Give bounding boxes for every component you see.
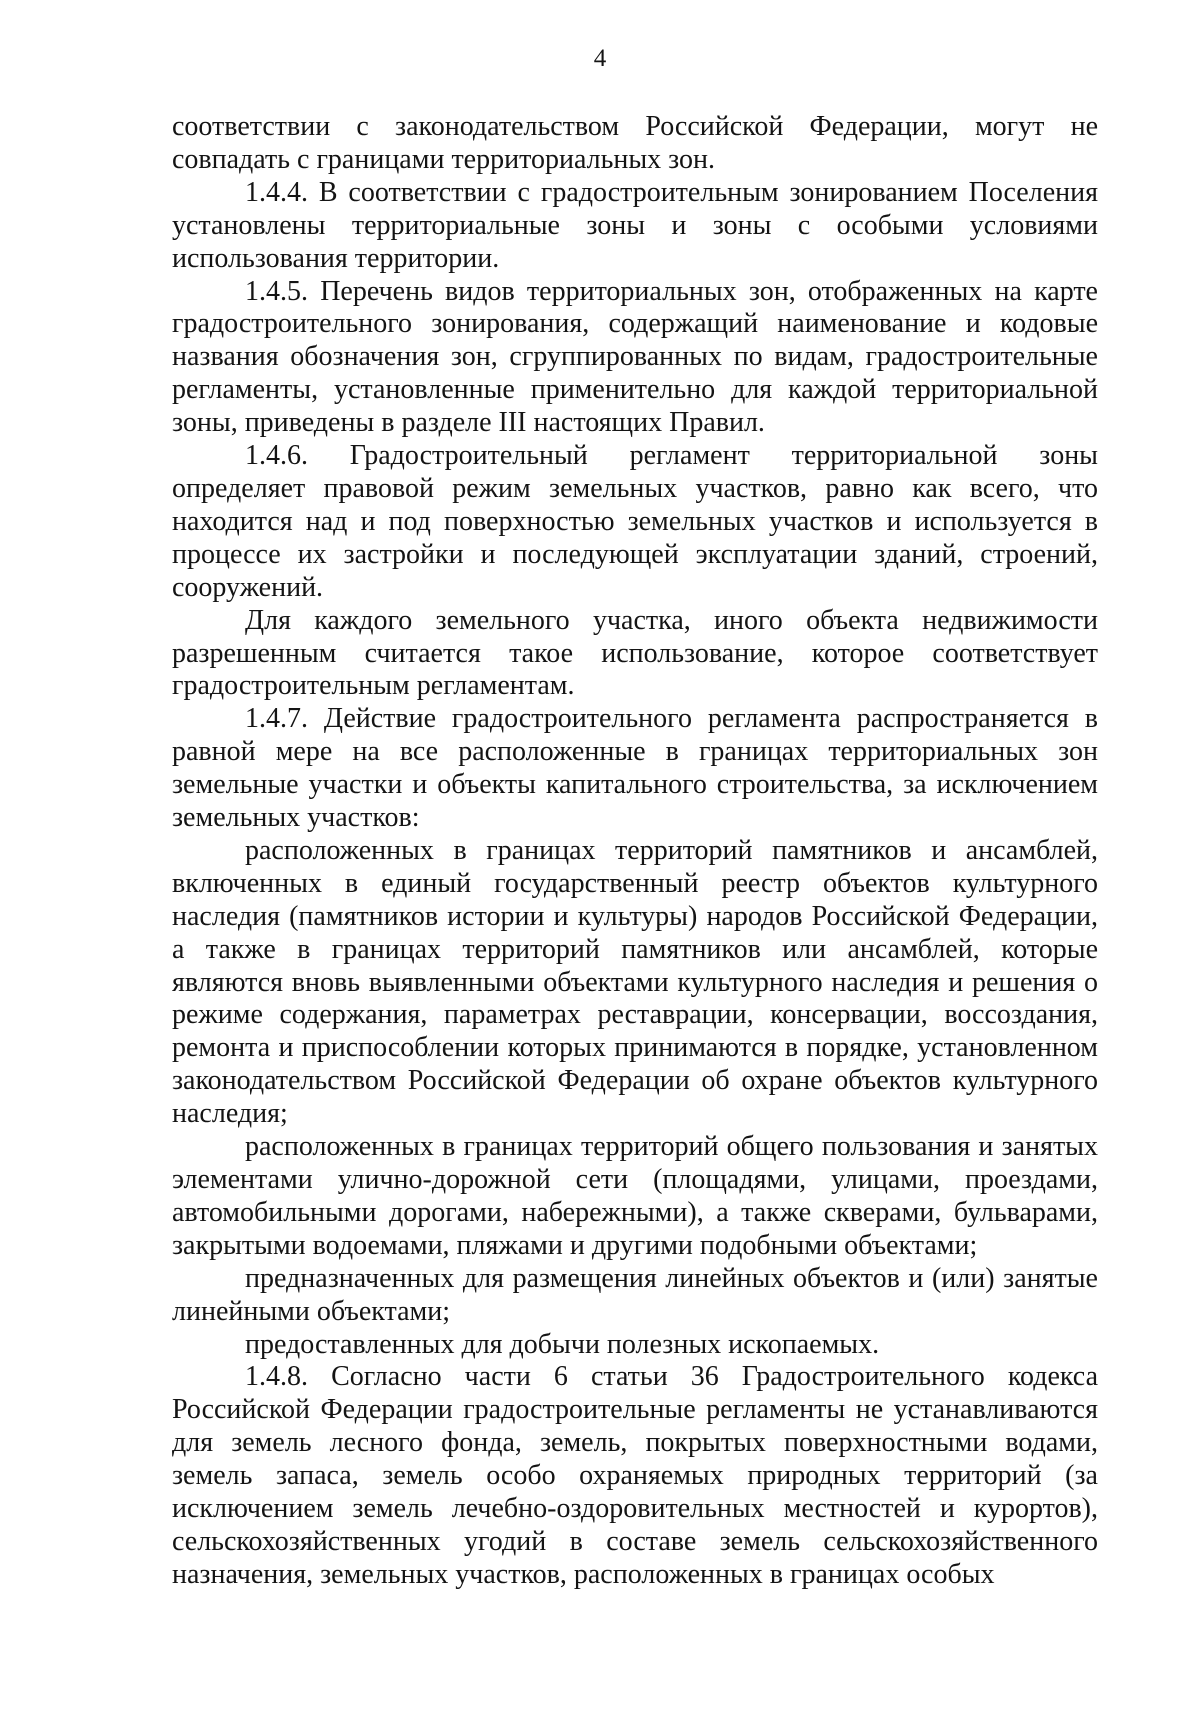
paragraph-1-4-6-permitted-use: Для каждого земельного участка, иного объекта недвижимости разрешенным считается такое использование, которое соответствует градостроительным регламентам.: [172, 604, 1098, 702]
page-number: 4: [593, 45, 607, 72]
paragraph-1-4-7-linear-objects: предназначенных для размещения линейных объектов и (или) занятые линейными объектами;: [172, 1262, 1098, 1327]
paragraph-1-4-5: 1.4.5. Перечень видов территориальных зон, отображенных на карте градостроительного зонирования, содержащий наименование и кодовые названия обозначения зон, сгруппированных по видам, градостроительные регламенты, установленные применительно для каждой территориальной зоны, приведены в разделе III настоящих Правил.: [172, 275, 1098, 439]
paragraph-1-4-7-heritage: расположенных в границах территорий памятников и ансамблей, включенных в единый государственный реестр объектов культурного наследия (памятников истории и культуры) народов Российской Федерации, а также в границах территорий памятников или ансамблей, которые являются вновь выявленными объектами культурного наследия и решения о режиме содержания, параметрах реставрации, консервации, воссоздания, ремонта и приспособлении которых принимаются в порядке, установленном законодательством Российской Федерации об охране объектов культурного наследия;: [172, 834, 1098, 1130]
document-body: [172, 111, 1098, 1592]
paragraph-1-4-4: 1.4.4. В соответствии с градостроительным зонированием Поселения установлены территориальные зоны и зоны с особыми условиями использования территории.: [172, 176, 1098, 274]
paragraph-1-4-7-mining: предоставленных для добычи полезных ископаемых.: [245, 1328, 880, 1360]
paragraph-continuation: соответствии с законодательством Российской Федерации, могут не совпадать с границами территориальных зон.: [172, 111, 1098, 175]
paragraph-1-4-6: 1.4.6. Градостроительный регламент территориальной зоны определяет правовой режим земельных участков, равно как всего, что находится над и под поверхностью земельных участков и используется в процессе их застройки и последующей эксплуатации зданий, строений, сооружений.: [172, 440, 1098, 603]
paragraph-1-4-7-public-use: расположенных в границах территорий общего пользования и занятых элементами улично-дорожной сети (площадями, улицами, проездами, автомобильными дорогами, набережными), а также скверами, бульварами, закрытыми водоемами, пляжами и другими подобными объектами;: [172, 1131, 1098, 1261]
paragraph-1-4-8: 1.4.8. Согласно части 6 статьи 36 Градостроительного кодекса Российской Федерации градостроительные регламенты не устанавливаются для земель лесного фонда, земель, покрытых поверхностными водами, земель запаса, земель особо охраняемых природных территорий (за исключением земель лечебно-оздоровительных местностей и курортов), сельскохозяйственных угодий в составе земель сельскохозяйственного назначения, земельных участков, расположенных в границах особых: [172, 1361, 1098, 1590]
paragraph-1-4-7: 1.4.7. Действие градостроительного регламента распространяется в равной мере на все расположенные в границах территориальных зон земельные участки и объекты капитального строительства, за исключением земельных участков:: [172, 703, 1098, 834]
